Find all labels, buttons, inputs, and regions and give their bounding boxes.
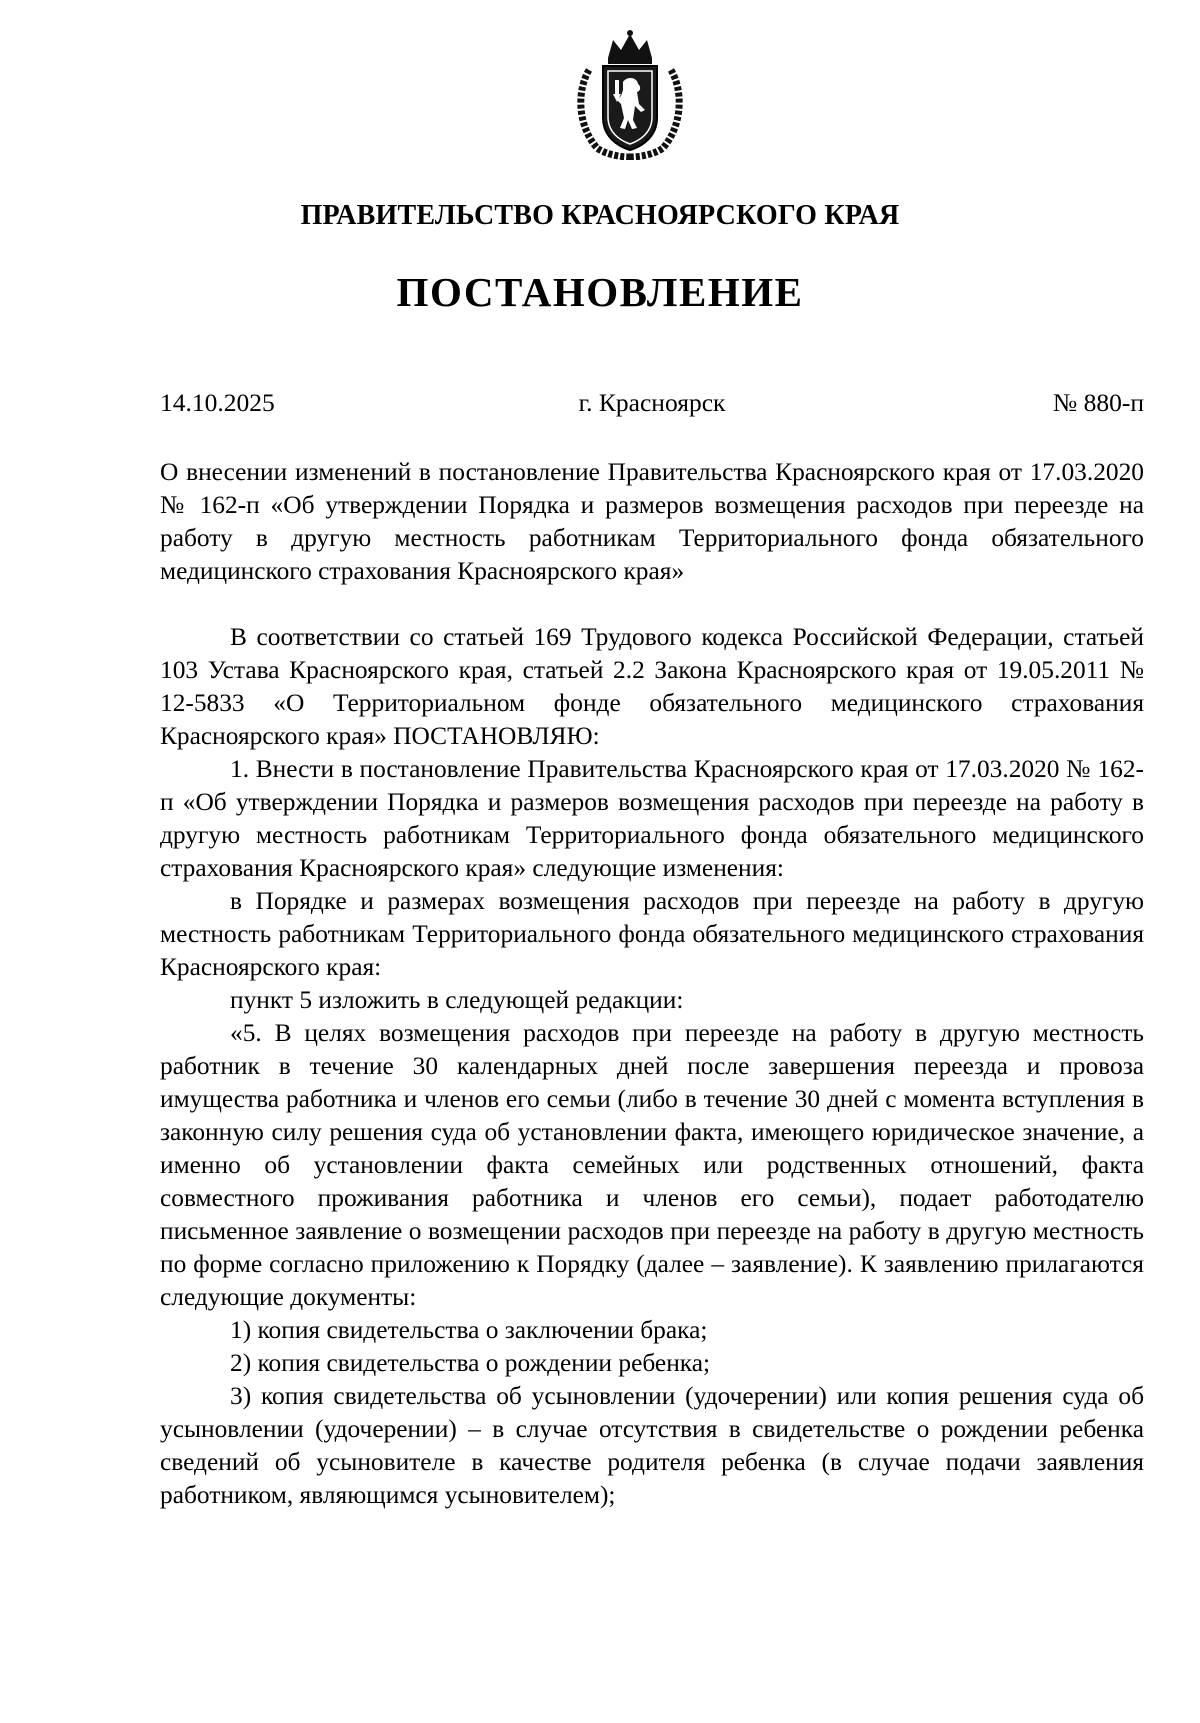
list-item: 3) копия свидетельства об усыновлении (удочерении) или копия решения суда об усыновлении (удочерении) – в случае отсутствия в свидетельстве о рождении ребенка сведений об усыновителе в качестве родителя ребенка (в случае подачи заявления работником, являющимся усыновителем); [160, 1382, 1144, 1509]
organization-name: ПРАВИТЕЛЬСТВО КРАСНОЯРСКОГО КРАЯ [300, 200, 900, 231]
document-title: О внесении изменений в постановление Правительства Красноярского края от 17.03.2020 № 162-п «Об утверждении Порядка и размеров возмещения расходов при переезде на работу в другую местность работникам Территориального фонда обязательного медицинского страхования Красноярского края» [160, 458, 1144, 585]
document-meta-row [160, 388, 1144, 422]
document-type-title: ПОСТАНОВЛЕНИЕ [396, 269, 804, 315]
document-number: № 880-п [1052, 388, 1144, 417]
list-item: 1) копия свидетельства о заключении брака; [230, 1316, 708, 1344]
document-date: 14.10.2025 [160, 388, 275, 417]
body-paragraph: 1. Внести в постановление Правительства Красноярского края от 17.03.2020 № 162-п «Об утверждении Порядка и размеров возмещения расходов при переезде на работу в другую местность работникам Территориального фонда обязательного медицинского страхования Красноярского края» следующие изменения: [160, 755, 1144, 882]
body-paragraph: «5. В целях возмещения расходов при переезде на работу в другую местность работник в течение 30 календарных дней после завершения переезда и провоза имущества работника и членов его семьи (либо в течение 30 дней с момента вступления в законную силу решения суда об установлении факта, имеющего юридическое значение, а именно об установлении факта семейных или родственных отношений, факта совместного проживания работника и членов его семьи), подает работодателю письменное заявление о возмещении расходов при переезде на работу в другую местность по форме согласно приложению к Порядку (далее – заявление). К заявлению прилагаются следующие документы: [160, 1019, 1144, 1311]
list-item: 2) копия свидетельства о рождении ребенка; [230, 1349, 711, 1377]
document-body [160, 456, 1144, 1512]
body-paragraph: пункт 5 изложить в следующей редакции: [230, 986, 684, 1014]
document-city: г. Красноярск [578, 388, 726, 417]
body-paragraph: в Порядке и размерах возмещения расходов при переезде на работу в другую местность работникам Территориального фонда обязательного медицинского страхования Красноярского края: [160, 887, 1144, 981]
krasnoyarsk-coat-of-arms-icon [575, 30, 685, 160]
preamble-paragraph: В соответствии со статьей 169 Трудового кодекса Российской Федерации, статьей 103 Устава Красноярского края, статьей 2.2 Закона Красноярского края от 19.05.2011 № 12-5833 «О Территориальном фонде обязательного медицинского страхования Красноярского края» ПОСТАНОВЛЯЮ: [160, 623, 1144, 750]
